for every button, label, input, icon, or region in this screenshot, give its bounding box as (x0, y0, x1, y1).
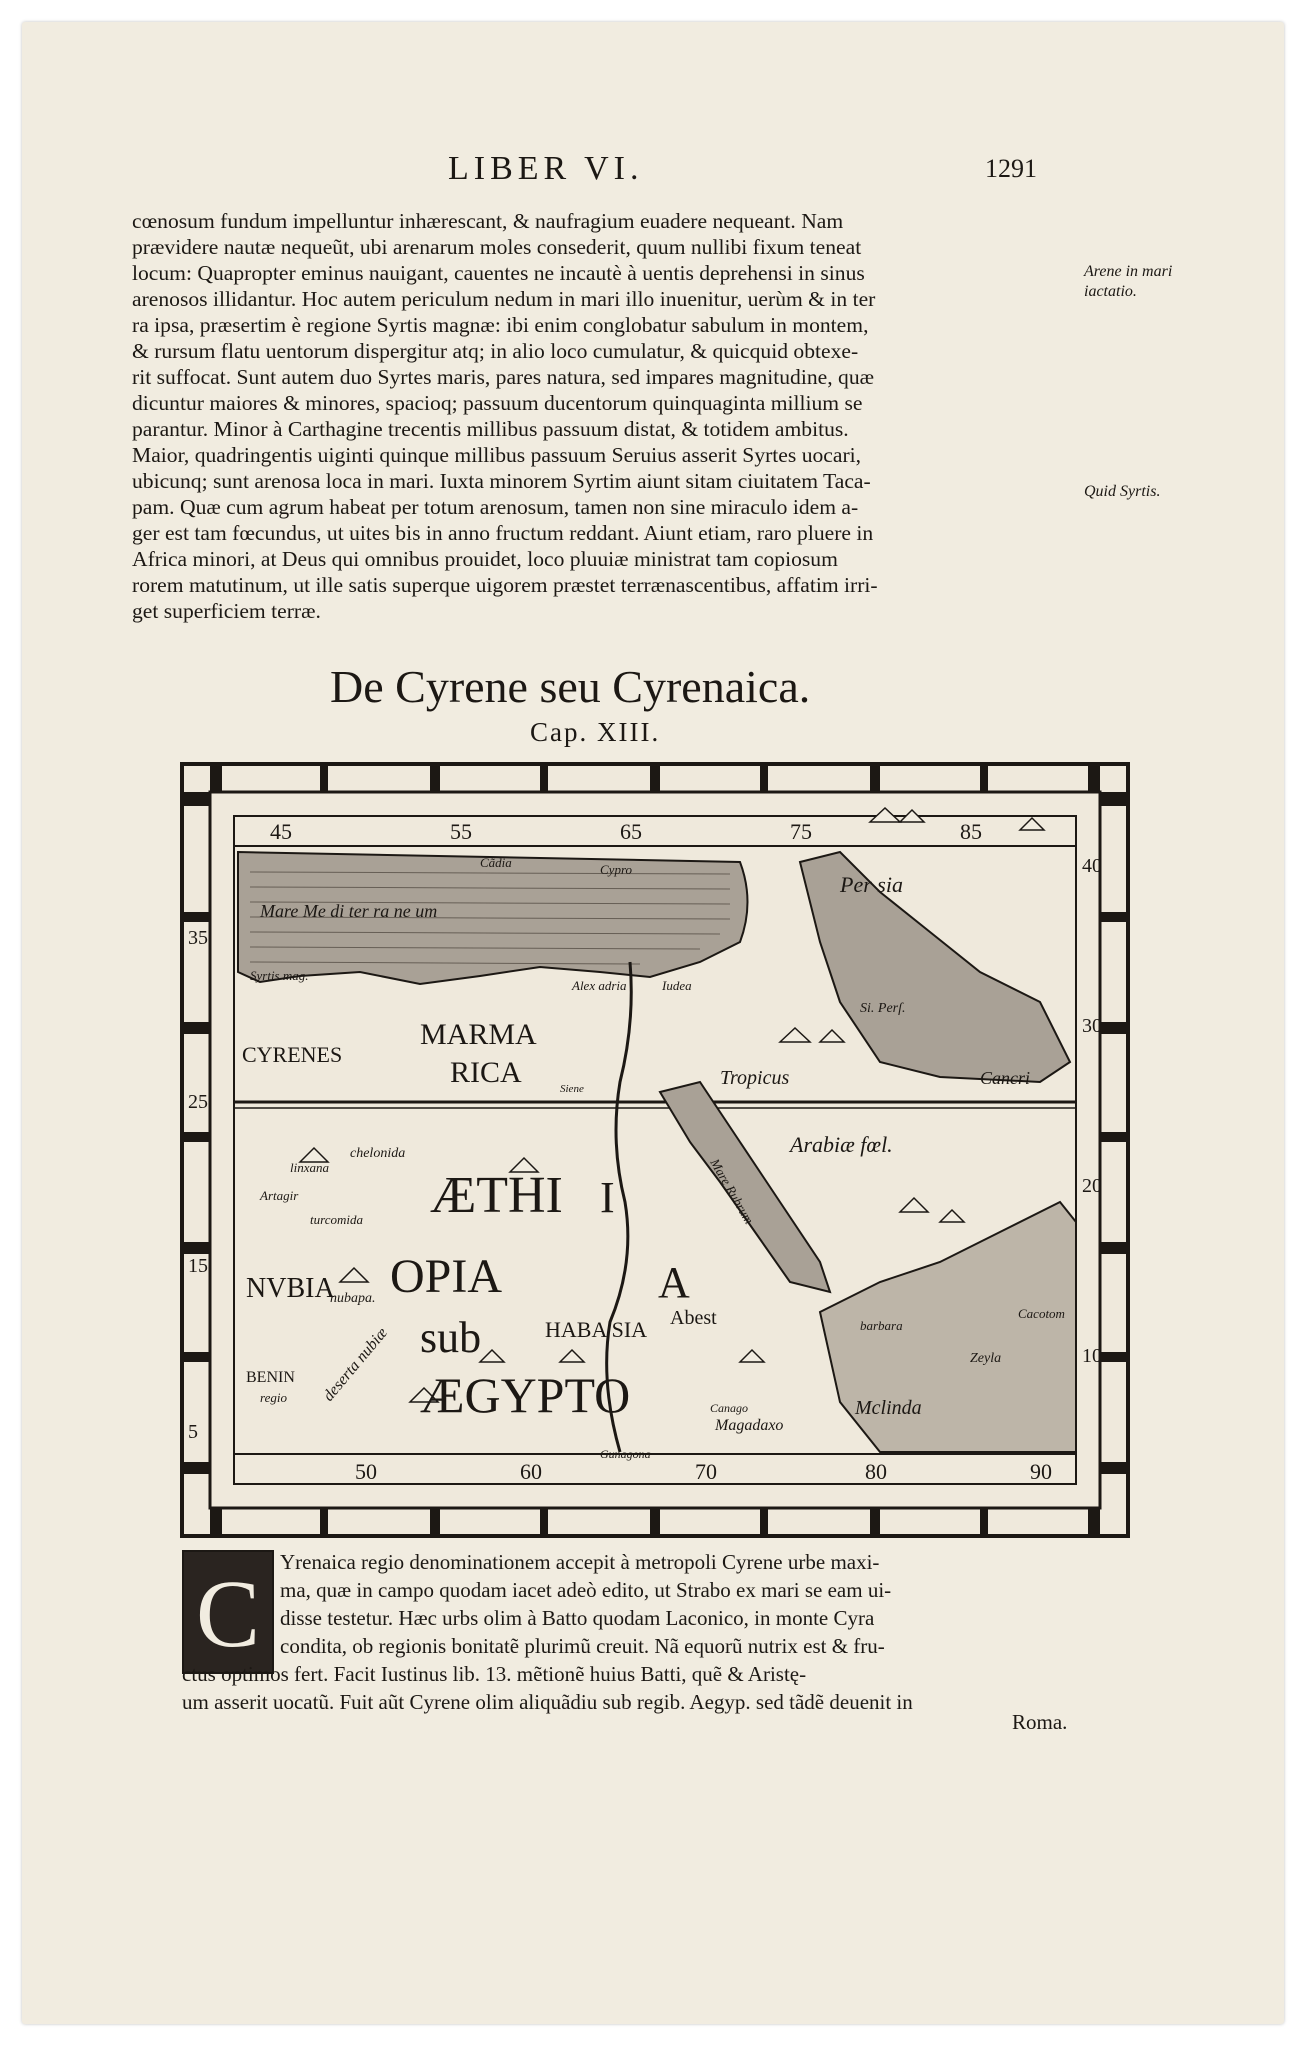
text-line: rit suffocat. Sunt autem duo Syrtes maris, pares natura, sed impares magnitudine, quæ (132, 365, 875, 389)
map-label-mare-rubrum: Mare Rubrum (707, 1156, 757, 1227)
chapter-number: Cap. XIII. (530, 717, 661, 747)
map-label-nubia: NVBIA (246, 1273, 335, 1304)
map-scale-bottom: 90 (1030, 1459, 1052, 1484)
map-label-nubapa: nubapa. (330, 1291, 376, 1306)
map-label-abest: Abest (670, 1307, 717, 1329)
text-line: um asserit uocatũ. Fuit aũt Cyrene olim aliquãdiu sub regib. Aegyp. sed tãdẽ deuenit in (182, 1690, 913, 1714)
map-label-magadaxo: Magadaxo (715, 1417, 784, 1434)
text-line: ger est tam fœcundus, ut uites bis in anno fructum reddant. Aiunt etiam, raro pluere in (132, 521, 874, 545)
map-label-canago: Canago (710, 1401, 749, 1415)
map-label-marmarica: MARMA (420, 1018, 537, 1051)
map-scale-right: 30 (1082, 1015, 1102, 1037)
map-label-gunagona: Gunagona (600, 1447, 651, 1461)
map-label-persia: Per sia (840, 872, 903, 897)
map-label-iudea: Iudea (662, 978, 692, 993)
marginal-note-line: iactatio. (1084, 283, 1137, 300)
chapter-text (182, 1548, 1102, 1716)
map-scale-top: 85 (960, 819, 982, 844)
text-line: Africa minori, at Deus qui omnibus prouidet, loco pluuiæ ministrat tam copiosum (132, 547, 838, 571)
map-label-aethiopia-i: I (600, 1173, 615, 1222)
map-label-candia: Cãdia (480, 855, 512, 870)
page-header (0, 150, 1311, 200)
text-line: rorem matutinum, ut ille satis superque uigorem præstet terrænascentibus, affatim irri- (132, 573, 878, 597)
text-line: get superficiem terræ. (132, 599, 321, 623)
map-label-artagir: Artagir (260, 1188, 299, 1203)
text-line: locum: Quapropter eminus nauigant, cauentes ne incautè à uentis deprehensi in sinus (132, 261, 865, 285)
map-label-syrtis: Syrtis mag. (250, 968, 309, 983)
map-label-aethiopia-a: A (658, 1258, 690, 1307)
map-label-zeyla: Zeyla (970, 1351, 1002, 1366)
initial-letter: C (195, 1560, 261, 1667)
map-label-tropicus: Tropicus (720, 1067, 790, 1089)
map-label-melinda: Mclinda (855, 1397, 922, 1419)
text-line: Maior, quadringentis uiginti quinque millibus passuum Seruius asserit Syrtes uocari, (132, 443, 862, 467)
map-label-sea: Mare Me di ter ra ne um (260, 901, 438, 921)
woodcut-map (180, 762, 1130, 1538)
map-scale-left: 15 (188, 1255, 208, 1277)
map-scale-top: 55 (450, 819, 472, 844)
chapter-title: De Cyrene seu Cyrenaica. (330, 661, 811, 712)
map-label-aegypto: ÆGYPTO (420, 1367, 631, 1423)
text-line: parantur. Minor à Carthagine trecentis millibus passuum distat, & totidem ambitus. (132, 417, 849, 441)
text-line: & rursum flatu uentorum dispergitur atq; in alio loco cumulatur, & quicquid obtexe- (132, 339, 859, 363)
map-label-cyrenes: CYRENES (242, 1042, 343, 1067)
map-label-sinus-persicus: Si. Perſ. (860, 1001, 906, 1016)
map-scale-left: 25 (188, 1091, 208, 1113)
map-label-benin: BENIN (246, 1369, 295, 1386)
map-label-arabia: Arabiæ fœl. (790, 1132, 893, 1157)
text-line: ra ipsa, præsertim è regione Syrtis magnæ: ibi enim conglobatur sabulum in montem, (132, 313, 869, 337)
map-label-marmarica: RICA (450, 1056, 522, 1089)
map-scale-bottom: 70 (695, 1459, 717, 1484)
map-label-turcomida: turcomida (310, 1212, 363, 1227)
body-text (132, 208, 1076, 624)
map-label-aethiopia: OPIA (390, 1250, 503, 1303)
map-scale-top: 75 (790, 819, 812, 844)
map-label-alexandria: Alex adria (572, 978, 627, 993)
text-line: prævidere nautæ nequeũt, ubi arenarum moles consederit, quum nullibi fixum teneat (132, 235, 862, 259)
text-line: ctus optimos fert. Facit Iustinus lib. 13. mẽtionẽ huius Batti, quẽ & Aristę- (182, 1662, 807, 1686)
map-scale-left: 35 (188, 927, 208, 949)
map-label-habasia: HABA SIA (545, 1317, 648, 1342)
catchword: Roma. (1012, 1710, 1068, 1734)
map-scale-right: 10 (1082, 1345, 1102, 1367)
text-line: disse testetur. Hæc urbs olim à Batto quodam Laconico, in monte Cyra (280, 1606, 875, 1630)
text-line: arenosos illidantur. Hoc autem periculum nedum in mari illo inuenitur, uerùm & in ter (132, 287, 876, 311)
map-scale-top: 65 (620, 819, 642, 844)
map-label-cancri: Cancri (980, 1068, 1031, 1088)
map-scale-right: 40 (1082, 855, 1102, 877)
text-line: condita, ob regionis bonitatẽ plurimũ creuit. Nã equorũ nutrix est & fru- (280, 1634, 885, 1658)
text-line: dicuntur maiores & minores, spacioq; passuum ducentorum quinquaginta millium se (132, 391, 863, 415)
map-label-chelonida: chelonida (350, 1146, 406, 1161)
text-line: cœnosum fundum impelluntur inhærescant, & naufragium euadere nequeant. Nam (132, 209, 844, 233)
marginal-note (1084, 262, 1172, 302)
map-scale-right: 20 (1082, 1175, 1102, 1197)
text-line: Yrenaica regio denominationem accepit à metropoli Cyrene urbe maxi- (280, 1550, 880, 1574)
text-line: ubicunq; sunt arenosa loca in mari. Iuxta minorem Syrtim aiunt sitam ciuitatem Taca- (132, 469, 871, 493)
map-label-aethiopia: ÆTHI (430, 1167, 563, 1224)
text-line: pam. Quæ cum agrum habeat per totum arenosum, tamen non sine miraculo idem a- (132, 495, 859, 519)
map-scale-left: 5 (188, 1421, 198, 1443)
text-line: ma, quæ in campo quodam iacet adeò edito, ut Strabo ex mari se eam ui- (280, 1578, 892, 1602)
map-label-barbara: barbara (860, 1318, 903, 1333)
page-number: 1291 (985, 154, 1037, 183)
running-title: LIBER VI. (448, 150, 644, 187)
map-label-siene: Siene (560, 1083, 584, 1095)
map-scale-bottom: 50 (355, 1459, 377, 1484)
map-label-sub: sub (420, 1313, 482, 1362)
map-label-linxana: linxana (290, 1160, 329, 1175)
map-label-cacotom: Cacotom (1018, 1306, 1065, 1321)
map-label-deserta: deserta nubiæ (320, 1324, 392, 1405)
marginal-note: Quid Syrtis. (1084, 483, 1161, 500)
map-scale-top: 45 (270, 819, 292, 844)
map-label-benin-regio: regio (260, 1390, 287, 1405)
marginal-note-line: Arene in mari (1084, 263, 1173, 280)
map-scale-bottom: 60 (520, 1459, 542, 1484)
map-label-cypro: Cypro (600, 862, 633, 877)
map-scale-bottom: 80 (865, 1459, 887, 1484)
